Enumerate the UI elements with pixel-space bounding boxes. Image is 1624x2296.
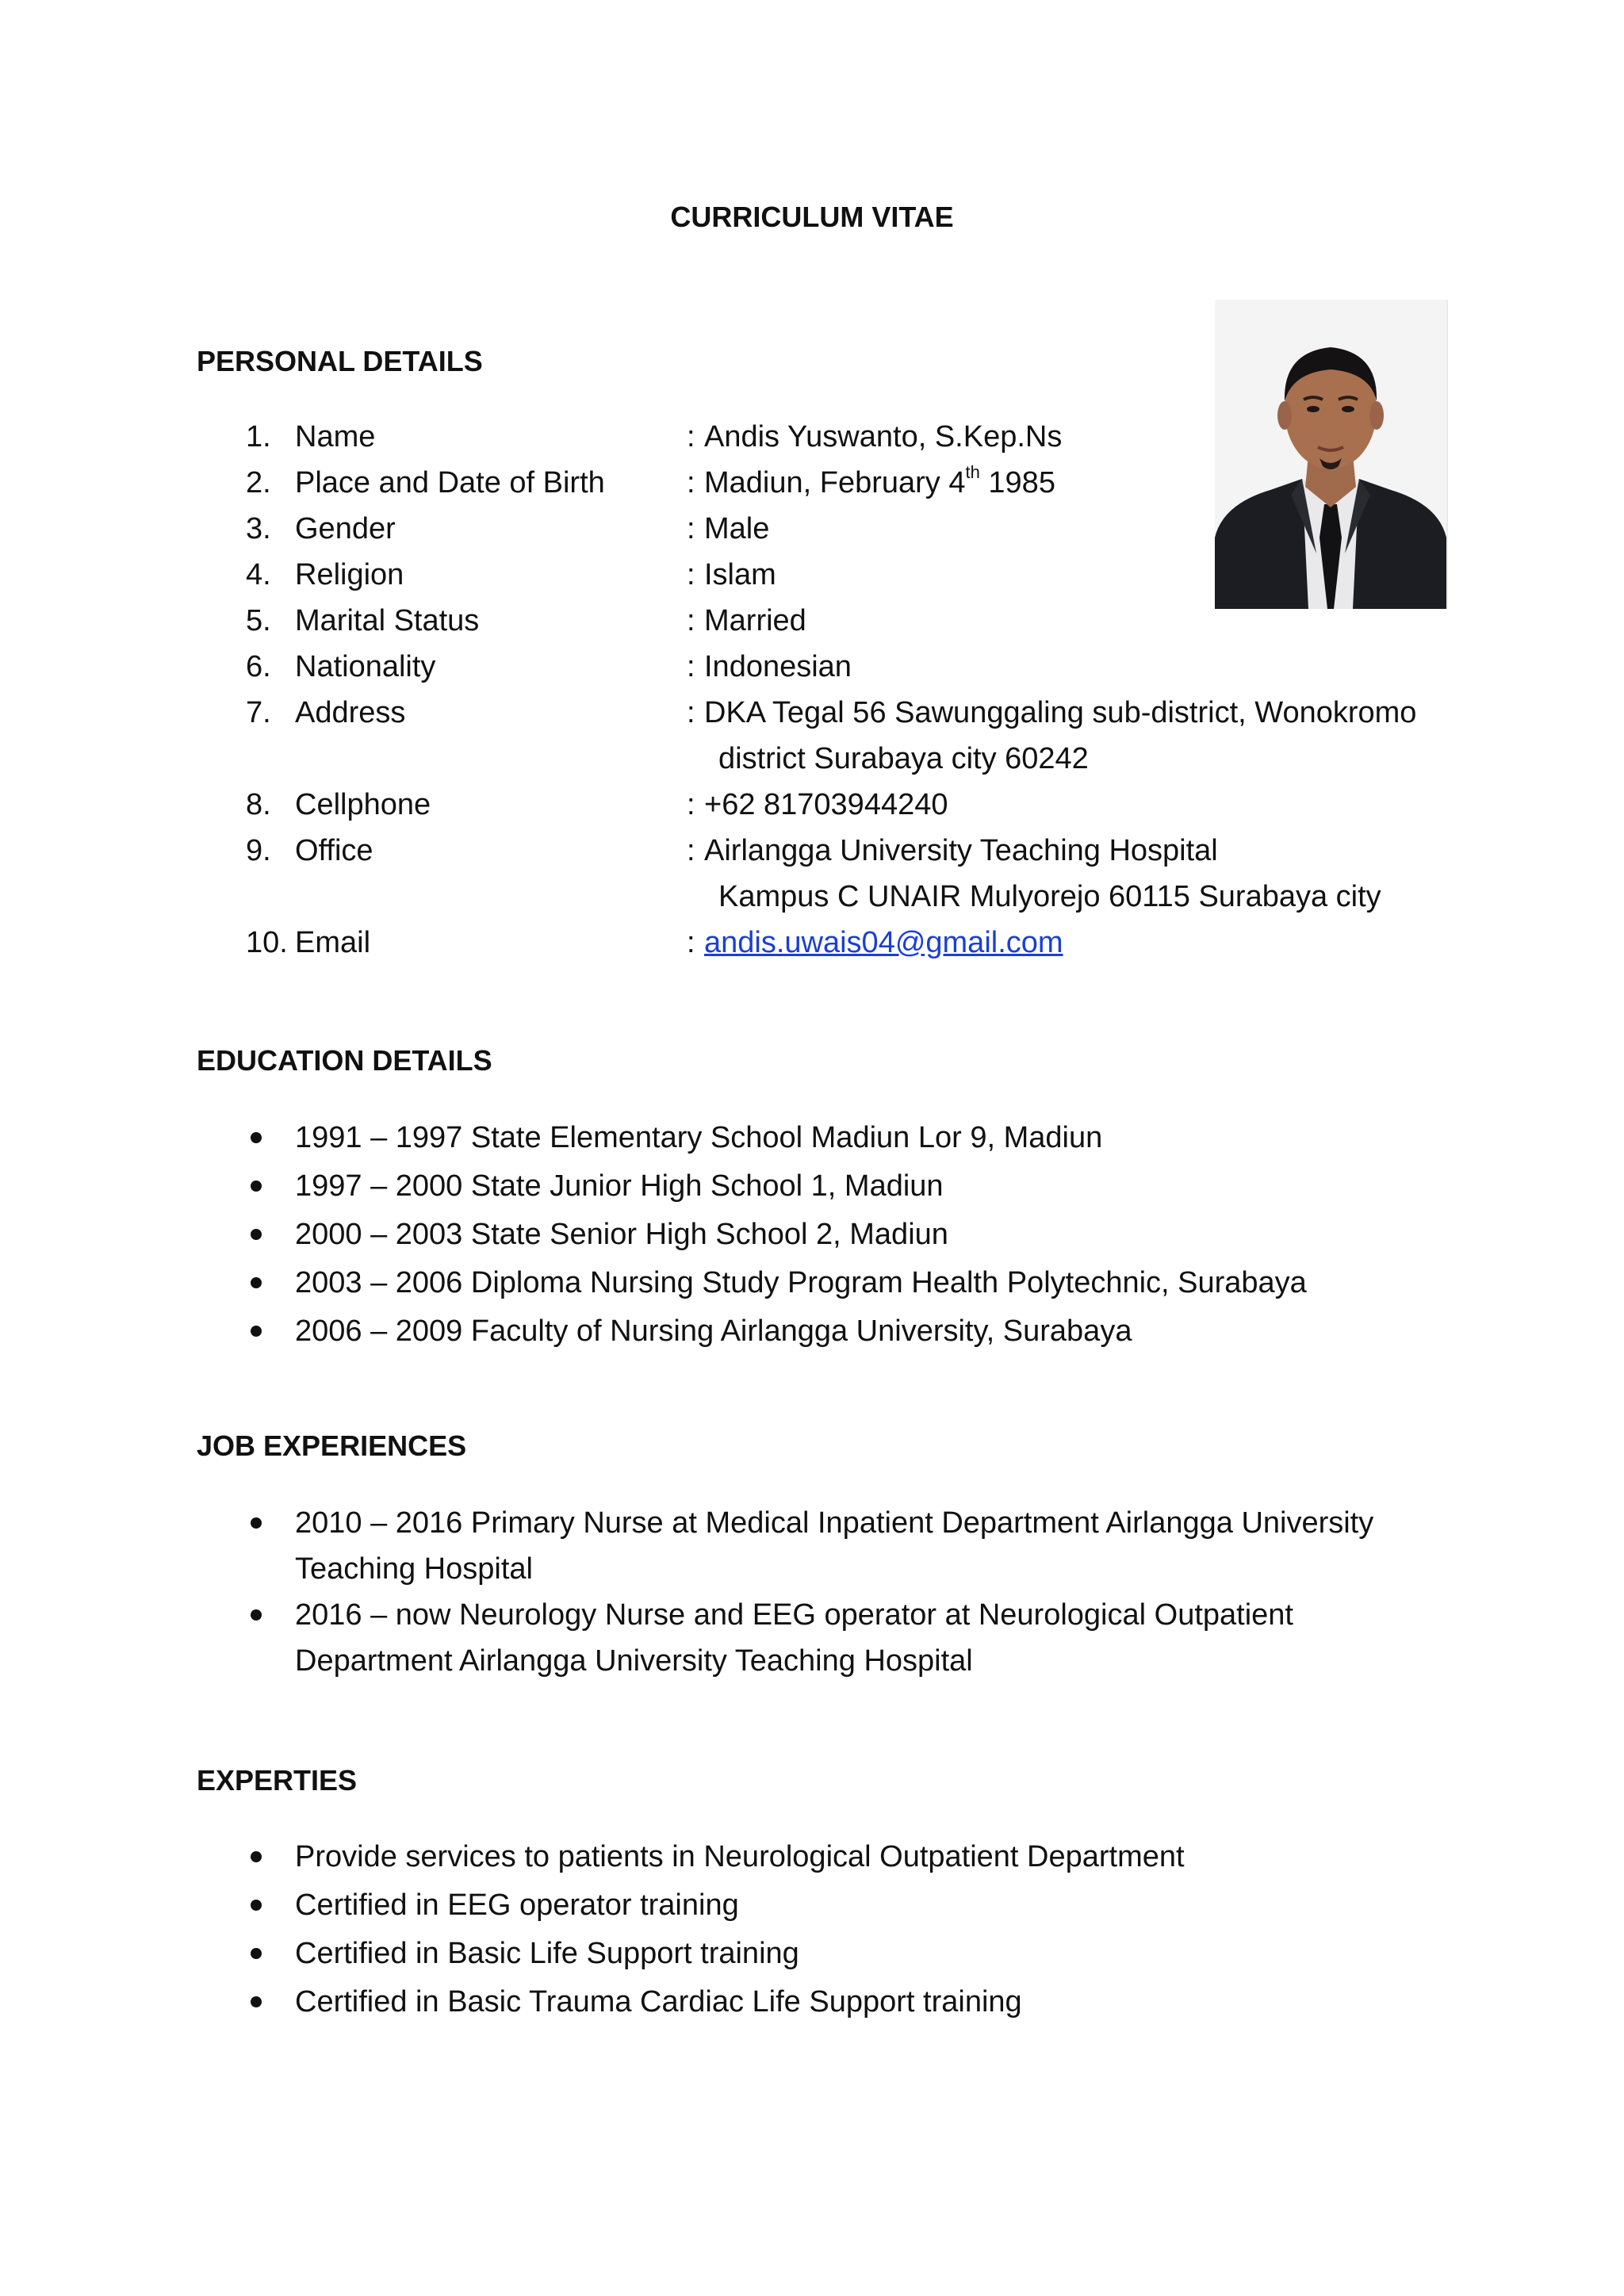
- detail-number: 2.: [246, 466, 271, 499]
- detail-number: 9.: [246, 834, 271, 867]
- bullet-icon: [251, 1229, 262, 1240]
- list-item: [197, 1260, 1465, 1306]
- document-title: CURRICULUM VITAE: [670, 201, 954, 233]
- expertise-item-text: Certified in Basic Life Support training: [295, 1937, 799, 1970]
- detail-label: Marital Status: [295, 604, 480, 637]
- education-item-text: 1997 – 2000 State Junior High School 1, Madiun: [295, 1169, 944, 1203]
- bullet-icon: [251, 1132, 262, 1143]
- detail-number: 4.: [246, 558, 271, 591]
- detail-label: Office: [295, 834, 373, 867]
- detail-label: Email: [295, 926, 371, 959]
- bullet-icon: [251, 1851, 262, 1862]
- list-item: [197, 1931, 1465, 1976]
- detail-colon: :: [687, 558, 695, 591]
- bullet-icon: [251, 1948, 262, 1959]
- birth-year-text: 1985: [979, 466, 1055, 499]
- list-item: [197, 1834, 1465, 1880]
- detail-number: 6.: [246, 650, 271, 683]
- detail-row-birth: [197, 460, 1465, 506]
- detail-row-gender: [197, 506, 1465, 552]
- detail-colon: :: [687, 512, 695, 545]
- detail-number: 5.: [246, 604, 271, 637]
- personal-details-heading: PERSONAL DETAILS: [197, 345, 483, 377]
- list-item: [197, 1979, 1465, 2025]
- list-item: [197, 1308, 1465, 1354]
- detail-label: Religion: [295, 558, 404, 591]
- bullet-icon: [251, 1609, 262, 1621]
- detail-value-continued: district Surabaya city 60242: [718, 742, 1089, 775]
- detail-value: Male: [704, 512, 770, 545]
- detail-label: Place and Date of Birth: [295, 466, 605, 499]
- detail-label: Cellphone: [295, 788, 431, 821]
- expertise-item-text: Certified in Basic Trauma Cardiac Life Support training: [295, 1985, 1022, 2019]
- detail-row-nationality: [197, 644, 1465, 690]
- list-item: [197, 1882, 1465, 1928]
- expertise-list: [197, 1834, 1465, 2027]
- detail-value: [704, 920, 1434, 966]
- education-item-text: 2000 – 2003 State Senior High School 2, Madiun: [295, 1218, 948, 1251]
- job-experiences-list: [197, 1500, 1465, 1686]
- list-item: [197, 1163, 1465, 1209]
- job-item-line: 2016 – now Neurology Nurse and EEG operator at Neurological Outpatient: [295, 1598, 1293, 1632]
- detail-value: Islam: [704, 558, 776, 591]
- education-item-text: 2006 – 2009 Faculty of Nursing Airlangga University, Surabaya: [295, 1314, 1132, 1348]
- bullet-icon: [251, 1181, 262, 1192]
- email-link[interactable]: andis.uwais04@gmail.com: [704, 926, 1063, 959]
- detail-number: 10.: [246, 926, 288, 959]
- detail-colon: :: [687, 650, 695, 683]
- detail-value: [704, 460, 1434, 506]
- birth-date-text: Madiun, February 4: [704, 466, 966, 499]
- detail-label: Gender: [295, 512, 396, 545]
- bullet-icon: [251, 1277, 262, 1288]
- detail-label: Name: [295, 420, 376, 453]
- detail-value: Airlangga University Teaching Hospital: [704, 834, 1218, 867]
- detail-colon: :: [687, 420, 695, 453]
- education-item-text: 2003 – 2006 Diploma Nursing Study Program Health Polytechnic, Surabaya: [295, 1266, 1307, 1299]
- detail-value: Indonesian: [704, 650, 852, 683]
- personal-details-list: [197, 414, 1465, 966]
- detail-colon: :: [687, 926, 695, 959]
- expertise-heading: EXPERTIES: [197, 1764, 358, 1797]
- education-list: [197, 1115, 1465, 1357]
- detail-value: Andis Yuswanto, S.Kep.Ns: [704, 420, 1063, 453]
- list-item: [197, 1211, 1465, 1257]
- bullet-icon: [251, 1326, 262, 1337]
- detail-colon: :: [687, 834, 695, 867]
- detail-row-cellphone: [197, 782, 1465, 828]
- detail-row-office: [197, 828, 1465, 920]
- detail-label: Address: [295, 696, 406, 729]
- education-item-text: 1991 – 1997 State Elementary School Madiun Lor 9, Madiun: [295, 1121, 1103, 1154]
- list-item: [197, 1592, 1465, 1684]
- job-item-line: Department Airlangga University Teaching Hospital: [295, 1644, 973, 1678]
- detail-row-address: [197, 690, 1465, 782]
- detail-value: Married: [704, 604, 806, 637]
- bullet-icon: [251, 1996, 262, 2007]
- detail-number: 8.: [246, 788, 271, 821]
- detail-row-email: [197, 920, 1465, 966]
- expertise-item-text: Provide services to patients in Neurological Outpatient Department: [295, 1840, 1185, 1873]
- detail-row-name: [197, 414, 1465, 460]
- expertise-item-text: Certified in EEG operator training: [295, 1888, 739, 1922]
- detail-label: Nationality: [295, 650, 436, 683]
- detail-colon: :: [687, 466, 695, 499]
- detail-number: 7.: [246, 696, 271, 729]
- bullet-icon: [251, 1900, 262, 1911]
- detail-value: DKA Tegal 56 Sawunggaling sub-district, Wonokromo: [704, 696, 1417, 729]
- ordinal-suffix: th: [965, 462, 980, 483]
- job-item-line: Teaching Hospital: [295, 1552, 533, 1586]
- detail-colon: :: [687, 696, 695, 729]
- job-item-line: 2010 – 2016 Primary Nurse at Medical Inpatient Department Airlangga University: [295, 1506, 1374, 1540]
- detail-row-religion: [197, 552, 1465, 598]
- job-experiences-heading: JOB EXPERIENCES: [197, 1429, 467, 1462]
- education-heading: EDUCATION DETAILS: [197, 1044, 492, 1077]
- bullet-icon: [251, 1517, 262, 1529]
- list-item: [197, 1500, 1465, 1592]
- detail-value: +62 81703944240: [704, 788, 948, 821]
- detail-colon: :: [687, 604, 695, 637]
- detail-value-continued: Kampus C UNAIR Mulyorejo 60115 Surabaya city: [718, 880, 1381, 913]
- detail-number: 1.: [246, 420, 271, 453]
- detail-colon: :: [687, 788, 695, 821]
- detail-number: 3.: [246, 512, 271, 545]
- detail-row-marital-status: [197, 598, 1465, 644]
- list-item: [197, 1115, 1465, 1161]
